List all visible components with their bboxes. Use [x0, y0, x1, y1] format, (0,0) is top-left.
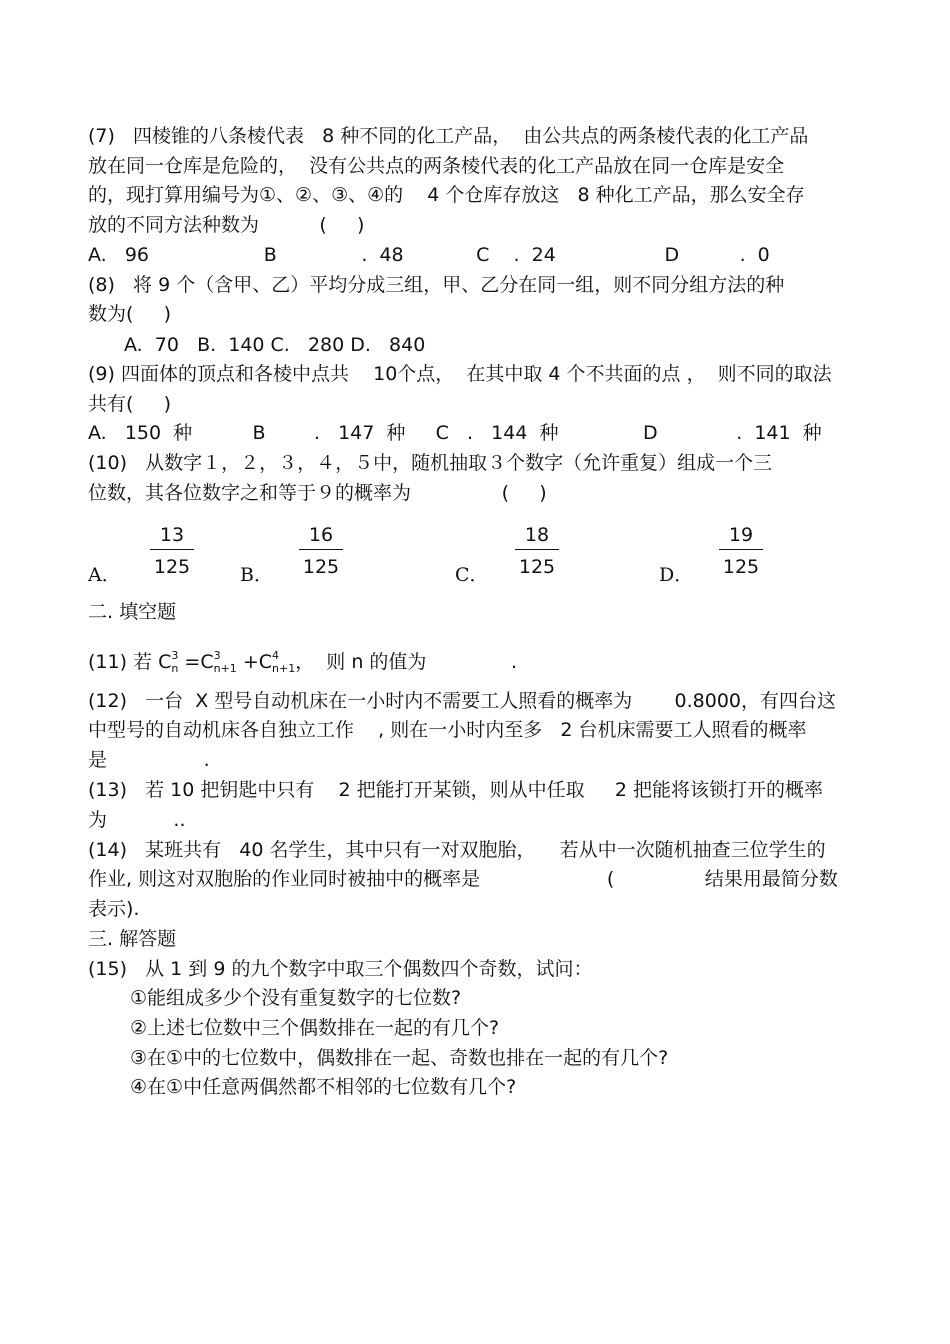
formula-sub-1: n: [171, 662, 179, 675]
fraction-numerator: 18: [515, 524, 559, 550]
formula-sup-2: 3: [213, 649, 221, 662]
q15-item-1: ①能组成多少个没有重复数字的七位数?: [130, 987, 462, 1009]
q10-option-b-fraction: [299, 524, 343, 578]
q9-options: A. 150 种 B . 147 种 C . 144 种 D . 141 种: [88, 422, 822, 444]
q10-option-c-fraction: [515, 524, 559, 578]
q15-line-1: (15) 从 1 到 9 的九个数字中取三个偶数四个奇数，试问：: [88, 958, 593, 980]
q14-line-2: 作业, 则这对双胞胎的作业同时被抽中的概率是 ( 结果用最简分数: [88, 868, 838, 890]
q12-line-2: 中型号的自动机床各自独立工作 , 则在一小时内至多 2 台机床需要工人照看的概率: [88, 719, 807, 741]
fraction-denominator: 125: [722, 556, 760, 578]
section-heading-solutions: 三. 解答题: [88, 928, 177, 950]
q7-line-3: 的，现打算用编号为①、②、③、④的 4 个仓库存放这 8 种化工产品，那么安全存: [88, 184, 805, 206]
q12-line-1: (12) 一台 X 型号自动机床在一小时内不需要工人照看的概率为 0.8000，有四台这: [88, 690, 837, 712]
formula-sup-1: 3: [171, 649, 179, 662]
fraction-denominator: 125: [518, 556, 556, 578]
q10-option-a-fraction: [150, 524, 194, 578]
formula-sub-3: n+1: [272, 662, 296, 675]
q10-line-2: 位数，其各位数字之和等于９的概率为 ( ): [88, 482, 547, 504]
q10-option-c-label: C．: [455, 564, 489, 586]
q15-item-3: ③在①中的七位数中，偶数排在一起、奇数也排在一起的有几个?: [130, 1047, 669, 1069]
q13-line-2: 为 ..: [88, 809, 186, 831]
q8-line-1: (8) 将 9 个（含甲、乙）平均分成三组，甲、乙分在同一组，则不同分组方法的种: [88, 274, 785, 296]
q10-line-1: (10) 从数字１，２，３，４，５中，随机抽取３个数字（允许重复）组成一个三: [88, 452, 773, 474]
q15-item-2: ②上述七位数中三个偶数排在一起的有几个?: [130, 1017, 500, 1039]
q10-option-b-label: B．: [240, 564, 273, 586]
q8-options: A. 70 B. 140 C. 280 D. 840: [124, 334, 426, 356]
q14-line-1: (14) 某班共有 40 名学生，其中只有一对双胞胎， 若从中一次随机抽查三位学生的: [88, 839, 826, 861]
q15-item-4: ④在①中任意两偶然都不相邻的七位数有几个?: [130, 1076, 517, 1098]
q11-prefix: (11) 若: [88, 651, 159, 673]
formula-c-1: C: [158, 651, 172, 673]
formula-sub-2: n+1: [213, 662, 237, 675]
q11-line: [88, 650, 517, 677]
q10-option-d-fraction: [719, 524, 763, 578]
fraction-denominator: 125: [302, 556, 340, 578]
q9-line-2: 共有( ): [88, 393, 172, 415]
q7-line-4: 放的不同方法种数为 ( ): [88, 214, 365, 236]
q10-option-d-label: D．: [659, 564, 694, 586]
q14-line-3: 表示).: [88, 898, 140, 920]
fraction-denominator: 125: [153, 556, 191, 578]
fraction-numerator: 16: [299, 524, 343, 550]
q11-suffix: ， 则 n 的值为 .: [295, 651, 517, 673]
fraction-numerator: 13: [150, 524, 194, 550]
formula-plus: +C: [236, 651, 273, 673]
q12-line-3: 是 .: [88, 749, 210, 771]
q13-line-1: (13) 若 10 把钥匙中只有 2 把能打开某锁，则从中任取 2 把能将该锁打开的概率: [88, 779, 823, 801]
q7-line-2: 放在同一仓库是危险的， 没有公共点的两条棱代表的化工产品放在同一仓库是安全: [88, 155, 785, 177]
q8-line-2: 数为( ): [88, 303, 172, 325]
q10-option-a-label: A．: [88, 564, 121, 586]
fraction-numerator: 19: [719, 524, 763, 550]
formula-sup-3: 4: [272, 649, 280, 662]
formula-eq: =C: [178, 651, 214, 673]
section-heading-fill-in: 二. 填空题: [88, 601, 177, 623]
q7-options: A. 96 B . 48 C . 24 D . 0: [88, 244, 770, 266]
q9-line-1: (9) 四面体的顶点和各棱中点共 10个点， 在其中取 4 个不共面的点 ， 则不同的取法: [88, 363, 832, 385]
q7-line-1: (7) 四棱锥的八条棱代表 8 种不同的化工产品， 由公共点的两条棱代表的化工产品: [88, 125, 809, 147]
